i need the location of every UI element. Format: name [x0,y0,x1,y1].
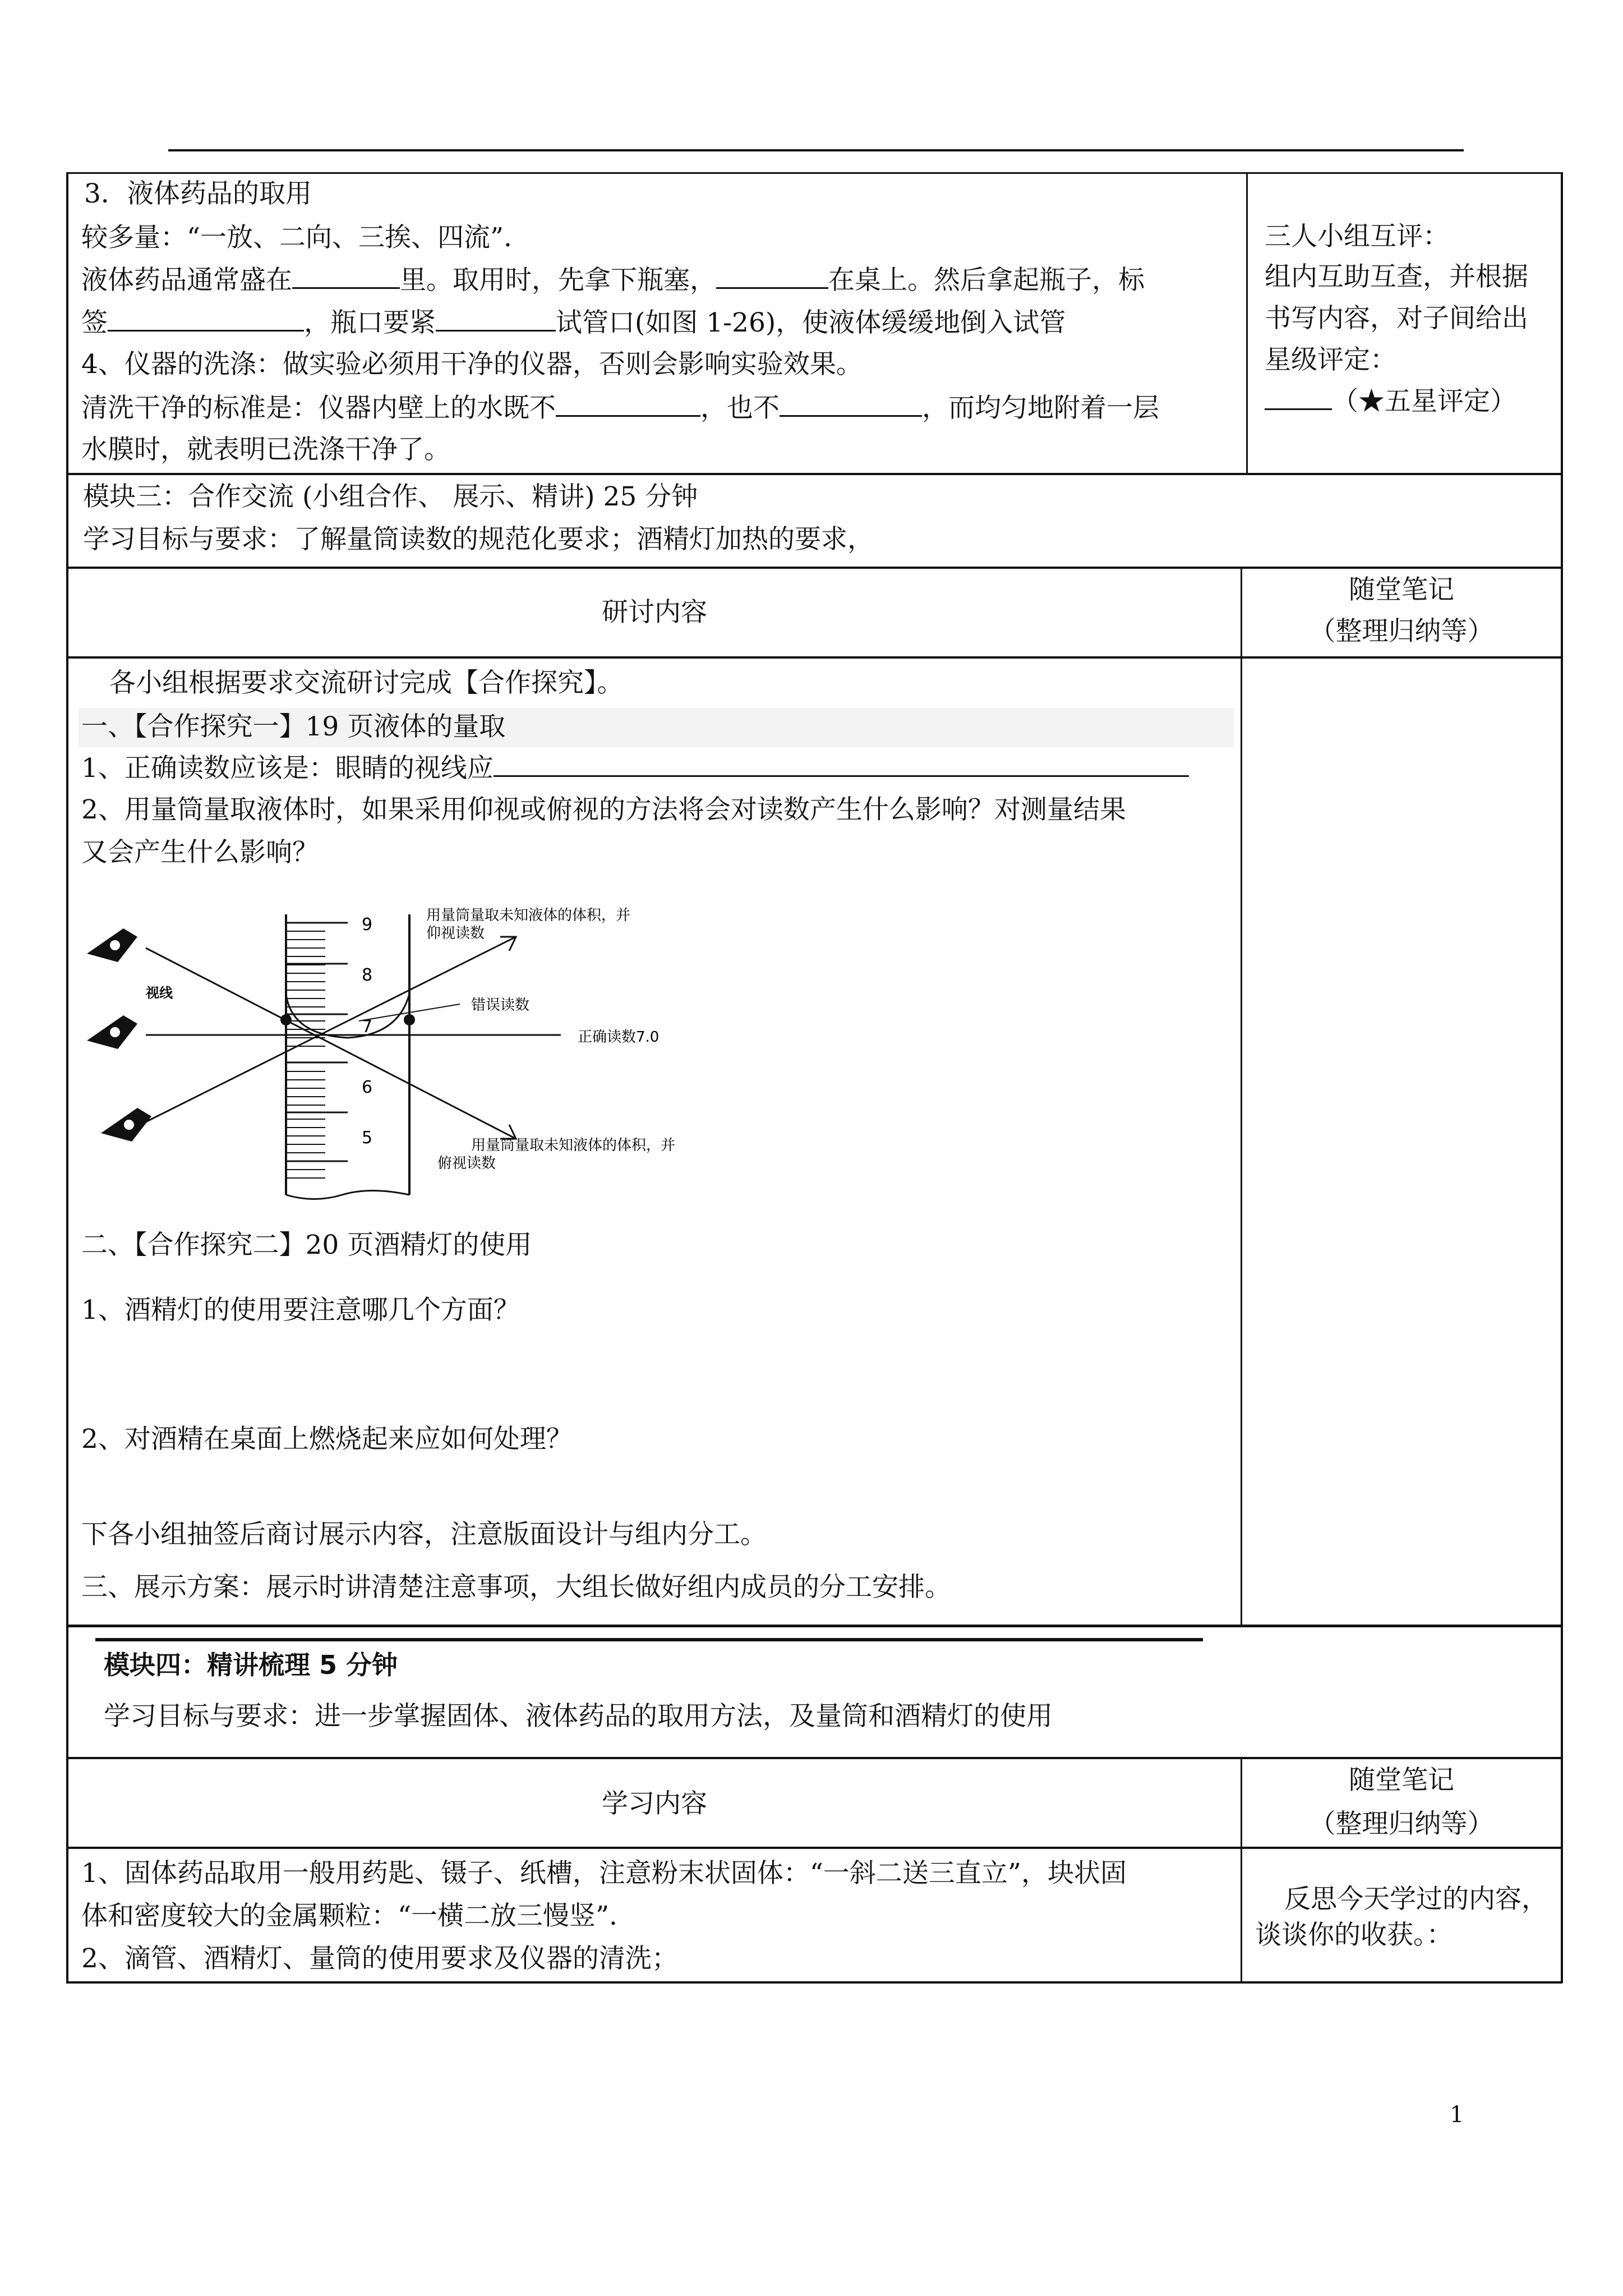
discussion-content-header: 研讨内容 [602,597,707,628]
liquid-handling-heading: 3．液体药品的取用 [84,178,312,209]
downward-sight-line [146,948,516,1139]
clean-standard-line [81,392,1159,425]
table-border [1561,172,1563,1983]
table-border [66,473,1562,475]
tick-label-9: 9 [362,915,373,935]
module4-goal: 学习目标与要求：进一步掌握固体、液体药品的取用方法，及量筒和酒精灯的使用 [104,1701,1053,1732]
lamp-usage-question: 1、酒精灯的使用要注意哪几个方面？ [81,1295,520,1326]
peer-review-title: 三人小组互评： [1265,221,1449,252]
downward-reading-label: 用量筒量取未知液体的体积，并 [471,1137,676,1154]
peer-review-line: 星级评定： [1265,344,1396,375]
table-border [66,1847,1562,1849]
presentation-plan: 三、展示方案：展示时讲清楚注意事项，大组长做好组内成员的分工安排。 [81,1572,951,1603]
table-border [1246,172,1248,473]
cylinder-question-line2: 又会产生什么影响？ [81,837,319,868]
text-fragment: 里。取用时，先拿下瓶塞， [400,265,716,296]
notes-header: 随堂笔记 [1349,1765,1454,1796]
answer-blank[interactable] [494,753,1189,777]
solid-reagent-line2: 体和密度较大的金属颗粒：“一横二放三慢竖”. [81,1901,617,1931]
table-border [66,172,68,1983]
table-border [66,1757,1562,1759]
sight-label: 视线 [146,985,173,1001]
header-rule [168,149,1464,151]
table-border [66,567,1562,569]
liquid-storage-line [81,264,1145,297]
downward-reading-label: 俯视读数 [437,1155,496,1172]
eye-icon [101,1108,151,1142]
answer-blank[interactable] [780,393,922,417]
text-fragment: 签 [81,307,108,338]
notes-subheader: （整理归纳等） [1309,616,1494,647]
rating-blank[interactable] [1265,386,1332,410]
answer-blank[interactable] [716,265,828,289]
study-content-header: 学习内容 [602,1788,707,1819]
answer-blank[interactable] [108,307,304,332]
correct-reading-label: 正确读数7.0 [578,1029,660,1046]
water-film-line: 水膜时，就表明已洗涤干净了。 [81,434,450,465]
text-fragment: 在桌上。然后拿起瓶子，标 [828,265,1145,296]
notes-header: 随堂笔记 [1349,574,1454,605]
explore-two-heading: 二、【合作探究二】20 页酒精灯的使用 [81,1230,532,1260]
text-fragment: ，瓶口要紧 [304,307,436,338]
peer-review-line: 组内互助互查，并根据 [1265,261,1528,292]
answer-blank[interactable] [436,307,556,332]
notes-subheader: （整理归纳等） [1309,1809,1494,1839]
upward-reading-label: 仰视读数 [426,925,485,942]
text-fragment: ，而均匀地附着一层 [922,393,1159,424]
solid-reagent-line1: 1、固体药品取用一般用药匙、镊子、纸槽，注意粉末状固体：“一斜二送三直立”，块状固 [81,1858,1127,1889]
text-fragment: ，也不 [700,393,780,424]
answer-blank[interactable] [292,265,400,289]
wrong-reading-label: 错误读数 [471,997,530,1014]
reflection-prompt: 谈谈你的收获。： [1255,1920,1453,1950]
table-border [1241,567,1242,1625]
table-border [66,172,1562,174]
cylinder-bottom [286,1191,409,1199]
page-number: 1 [1450,2102,1464,2128]
instrument-washing-line: 4、仪器的洗涤：做实验必须用干净的仪器，否则会影响实验效果。 [81,349,863,380]
table-border [66,1625,1562,1627]
cylinder-major-ticks [286,923,348,1161]
reflection-prompt: 反思今天学过的内容， [1284,1884,1548,1915]
group-draw-note: 下各小组抽签后商讨展示内容，注意版面设计与组内分工。 [81,1519,767,1550]
upward-reading-label: 用量筒量取未知液体的体积，并 [426,907,631,924]
alcohol-fire-question: 2、对酒精在桌面上燃烧起来应如何处理？ [81,1424,573,1455]
module4-title: 模块四：精讲梳理 5 分钟 [104,1650,398,1680]
cylinder-question-line1: 2、用量筒量取液体时，如果采用仰视或俯视的方法将会对读数产生什么影响？对测量结果 [81,794,1126,825]
label-direction-line [81,306,1066,340]
star-rating-line [1265,385,1516,418]
meniscus-point [404,1014,415,1025]
tick-label-6: 6 [362,1078,373,1097]
module3-goal: 学习目标与要求：了解量筒读数的规范化要求；酒精灯加热的要求， [83,524,874,555]
text-fragment: 试管口(如图 1-26)，使液体缓缓地倒入试管 [556,307,1066,338]
tick-label-7: 7 [362,1017,373,1037]
eye-icon [87,928,137,962]
text-fragment: 液体药品通常盛在 [81,265,292,296]
table-border [66,656,1562,659]
text-fragment: 1、正确读数应该是：眼睛的视线应 [81,753,494,784]
instrument-usage-line: 2、滴管、酒精灯、量筒的使用要求及仪器的清洗； [81,1943,678,1974]
module4-rule [95,1638,1203,1641]
tick-label-5: 5 [362,1128,373,1148]
table-border [66,1981,1562,1984]
peer-review-line: 书写内容，对子间给出 [1265,303,1528,334]
text-fragment: 清洗干净的标准是：仪器内壁上的水既不 [81,393,556,424]
module3-title: 模块三：合作交流 (小组合作、 展示、精讲) 25 分钟 [83,481,698,512]
correct-reading-question [81,752,1189,785]
tick-label-8: 8 [362,965,373,985]
cylinder-minor-ticks [286,931,325,1178]
answer-blank[interactable] [556,393,700,417]
eye-icon [87,1015,137,1049]
explore-one-heading: 一、【合作探究一】19 页液体的量取 [81,711,506,742]
group-instruction: 各小组根据要求交流研讨完成【合作探究】。 [109,668,624,698]
text-fragment: （★五星评定） [1332,386,1516,417]
large-amount-rule: 较多量：“一放、二向、三挨、四流”. [81,222,512,253]
cylinder-reading-diagram [79,898,751,1212]
